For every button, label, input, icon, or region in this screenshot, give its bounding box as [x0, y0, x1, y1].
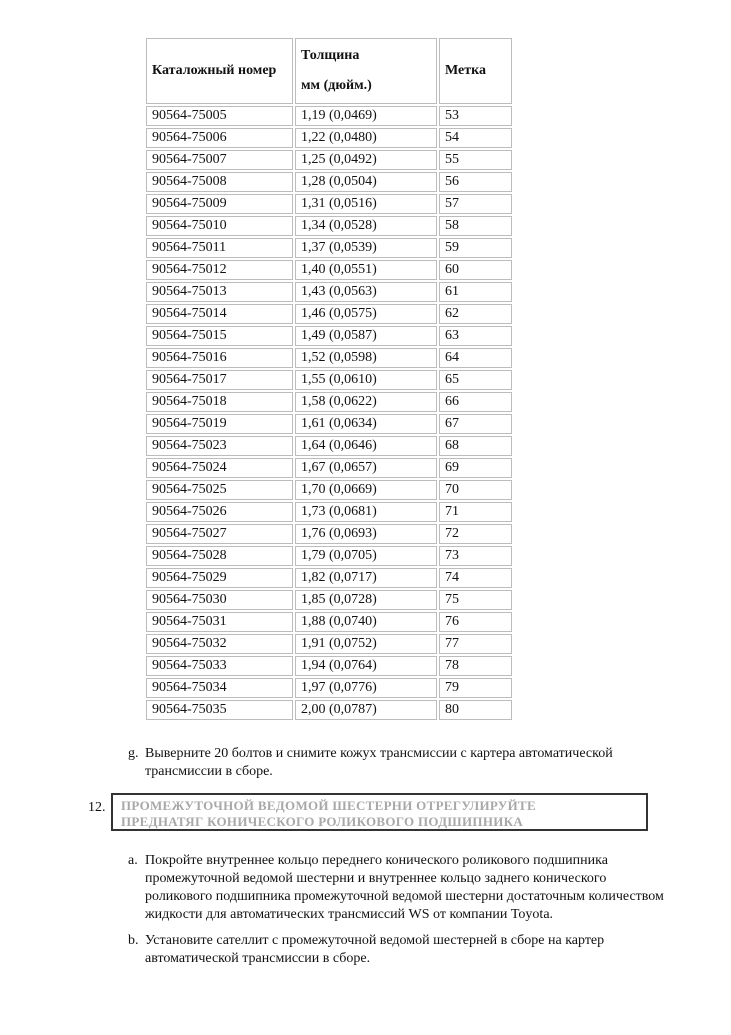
table-row: [146, 304, 512, 324]
catalog-number-cell: 90564-75016: [146, 348, 293, 368]
mark-cell: 77: [439, 634, 512, 654]
table-row: [146, 282, 512, 302]
mark-cell: 78: [439, 656, 512, 676]
catalog-number-cell: 90564-75028: [146, 546, 293, 566]
step-g-text: Выверните 20 болтов и снимите кожух трансмиссии с картера автоматической трансмиссии в сборе.: [145, 746, 613, 779]
table-row: [146, 458, 512, 478]
catalog-number-cell: 90564-75010: [146, 216, 293, 236]
table-row: [146, 436, 512, 456]
table-row: [146, 656, 512, 676]
thickness-cell: 1,40 (0,0551): [295, 260, 437, 280]
thickness-cell: 2,00 (0,0787): [295, 700, 437, 720]
table-row: [146, 348, 512, 368]
step-12-substep-a: [128, 852, 668, 924]
thickness-cell: 1,82 (0,0717): [295, 568, 437, 588]
mark-cell: 71: [439, 502, 512, 522]
thickness-cell: 1,58 (0,0622): [295, 392, 437, 412]
header-mark: Метка: [439, 38, 512, 104]
mark-cell: 62: [439, 304, 512, 324]
table-row: [146, 590, 512, 610]
catalog-number-cell: 90564-75008: [146, 172, 293, 192]
catalog-number-cell: 90564-75019: [146, 414, 293, 434]
thickness-cell: 1,91 (0,0752): [295, 634, 437, 654]
mark-cell: 75: [439, 590, 512, 610]
table-row: [146, 568, 512, 588]
table-row: [146, 634, 512, 654]
thickness-cell: 1,43 (0,0563): [295, 282, 437, 302]
mark-cell: 56: [439, 172, 512, 192]
mark-cell: 80: [439, 700, 512, 720]
thickness-cell: 1,61 (0,0634): [295, 414, 437, 434]
step-g-marker: g.: [128, 746, 139, 761]
header-thickness-label: Толщина: [301, 48, 360, 63]
mark-cell: 58: [439, 216, 512, 236]
header-catalog-number: Каталожный номер: [146, 38, 293, 104]
mark-cell: 70: [439, 480, 512, 500]
header-thickness: [295, 38, 437, 104]
thickness-cell: 1,73 (0,0681): [295, 502, 437, 522]
mark-cell: 63: [439, 326, 512, 346]
thickness-cell: 1,55 (0,0610): [295, 370, 437, 390]
step-12-title-line1: ПРОМЕЖУТОЧНОЙ ВЕДОМОЙ ШЕСТЕРНИ ОТРЕГУЛИРУЙТЕ: [121, 798, 536, 813]
mark-cell: 74: [439, 568, 512, 588]
header-thickness-units: мм (дюйм.): [301, 78, 372, 93]
mark-cell: 67: [439, 414, 512, 434]
mark-cell: 55: [439, 150, 512, 170]
catalog-number-cell: 90564-75033: [146, 656, 293, 676]
catalog-number-cell: 90564-75031: [146, 612, 293, 632]
table-row: [146, 106, 512, 126]
thickness-cell: 1,34 (0,0528): [295, 216, 437, 236]
shim-spec-table: [144, 36, 514, 722]
thickness-cell: 1,64 (0,0646): [295, 436, 437, 456]
catalog-number-cell: 90564-75013: [146, 282, 293, 302]
step-12-title-box: [111, 793, 648, 831]
substep-a-marker: a.: [128, 853, 138, 868]
mark-cell: 68: [439, 436, 512, 456]
thickness-cell: 1,97 (0,0776): [295, 678, 437, 698]
table-row: [146, 502, 512, 522]
catalog-number-cell: 90564-75023: [146, 436, 293, 456]
table-row: [146, 150, 512, 170]
table-row: [146, 128, 512, 148]
mark-cell: 72: [439, 524, 512, 544]
thickness-cell: 1,94 (0,0764): [295, 656, 437, 676]
thickness-cell: 1,85 (0,0728): [295, 590, 437, 610]
mark-cell: 65: [439, 370, 512, 390]
mark-cell: 54: [439, 128, 512, 148]
table-row: [146, 392, 512, 412]
thickness-cell: 1,67 (0,0657): [295, 458, 437, 478]
mark-cell: 76: [439, 612, 512, 632]
table-header-row: [146, 38, 512, 104]
table-row: [146, 326, 512, 346]
thickness-cell: 1,19 (0,0469): [295, 106, 437, 126]
substep-b-marker: b.: [128, 933, 139, 948]
step-12-substep-b: [128, 932, 668, 968]
mark-cell: 53: [439, 106, 512, 126]
step-12-number: 12.: [88, 800, 106, 815]
table-row: [146, 700, 512, 720]
catalog-number-cell: 90564-75011: [146, 238, 293, 258]
catalog-number-cell: 90564-75030: [146, 590, 293, 610]
table-row: [146, 216, 512, 236]
table-row: [146, 194, 512, 214]
table-row: [146, 238, 512, 258]
thickness-cell: 1,25 (0,0492): [295, 150, 437, 170]
catalog-number-cell: 90564-75009: [146, 194, 293, 214]
table-row: [146, 546, 512, 566]
mark-cell: 79: [439, 678, 512, 698]
step-g: [128, 745, 668, 781]
thickness-cell: 1,28 (0,0504): [295, 172, 437, 192]
catalog-number-cell: 90564-75026: [146, 502, 293, 522]
mark-cell: 64: [439, 348, 512, 368]
catalog-number-cell: 90564-75014: [146, 304, 293, 324]
table-row: [146, 612, 512, 632]
catalog-number-cell: 90564-75007: [146, 150, 293, 170]
thickness-cell: 1,22 (0,0480): [295, 128, 437, 148]
catalog-number-cell: 90564-75035: [146, 700, 293, 720]
thickness-cell: 1,31 (0,0516): [295, 194, 437, 214]
thickness-cell: 1,49 (0,0587): [295, 326, 437, 346]
table-row: [146, 480, 512, 500]
thickness-cell: 1,88 (0,0740): [295, 612, 437, 632]
thickness-cell: 1,76 (0,0693): [295, 524, 437, 544]
mark-cell: 69: [439, 458, 512, 478]
table-row: [146, 678, 512, 698]
catalog-number-cell: 90564-75025: [146, 480, 293, 500]
thickness-cell: 1,46 (0,0575): [295, 304, 437, 324]
catalog-number-cell: 90564-75027: [146, 524, 293, 544]
catalog-number-cell: 90564-75034: [146, 678, 293, 698]
thickness-cell: 1,52 (0,0598): [295, 348, 437, 368]
table-row: [146, 370, 512, 390]
table-row: [146, 172, 512, 192]
step-12-title-line2: ПРЕДНАТЯГ КОНИЧЕСКОГО РОЛИКОВОГО ПОДШИПНИКА: [121, 814, 524, 829]
catalog-number-cell: 90564-75012: [146, 260, 293, 280]
thickness-cell: 1,37 (0,0539): [295, 238, 437, 258]
catalog-number-cell: 90564-75029: [146, 568, 293, 588]
mark-cell: 60: [439, 260, 512, 280]
catalog-number-cell: 90564-75017: [146, 370, 293, 390]
catalog-number-cell: 90564-75032: [146, 634, 293, 654]
mark-cell: 73: [439, 546, 512, 566]
substep-a-text: Покройте внутреннее кольцо переднего конического роликового подшипника промежуточной ведомой шестерни и внутреннее кольцо заднего конического роликового подшипника промежуточной ведомой шестерни достаточным количеством жидкости для автоматических трансмиссий WS от компании Toyota.: [145, 853, 664, 922]
table-row: [146, 414, 512, 434]
mark-cell: 61: [439, 282, 512, 302]
catalog-number-cell: 90564-75015: [146, 326, 293, 346]
substep-b-text: Установите сателлит с промежуточной ведомой шестерней в сборе на картер автоматической трансмиссии в сборе.: [145, 933, 605, 966]
table-body: [146, 106, 512, 720]
catalog-number-cell: 90564-75018: [146, 392, 293, 412]
mark-cell: 59: [439, 238, 512, 258]
mark-cell: 57: [439, 194, 512, 214]
catalog-number-cell: 90564-75006: [146, 128, 293, 148]
mark-cell: 66: [439, 392, 512, 412]
table-row: [146, 260, 512, 280]
catalog-number-cell: 90564-75024: [146, 458, 293, 478]
catalog-number-cell: 90564-75005: [146, 106, 293, 126]
thickness-cell: 1,70 (0,0669): [295, 480, 437, 500]
thickness-cell: 1,79 (0,0705): [295, 546, 437, 566]
table-row: [146, 524, 512, 544]
